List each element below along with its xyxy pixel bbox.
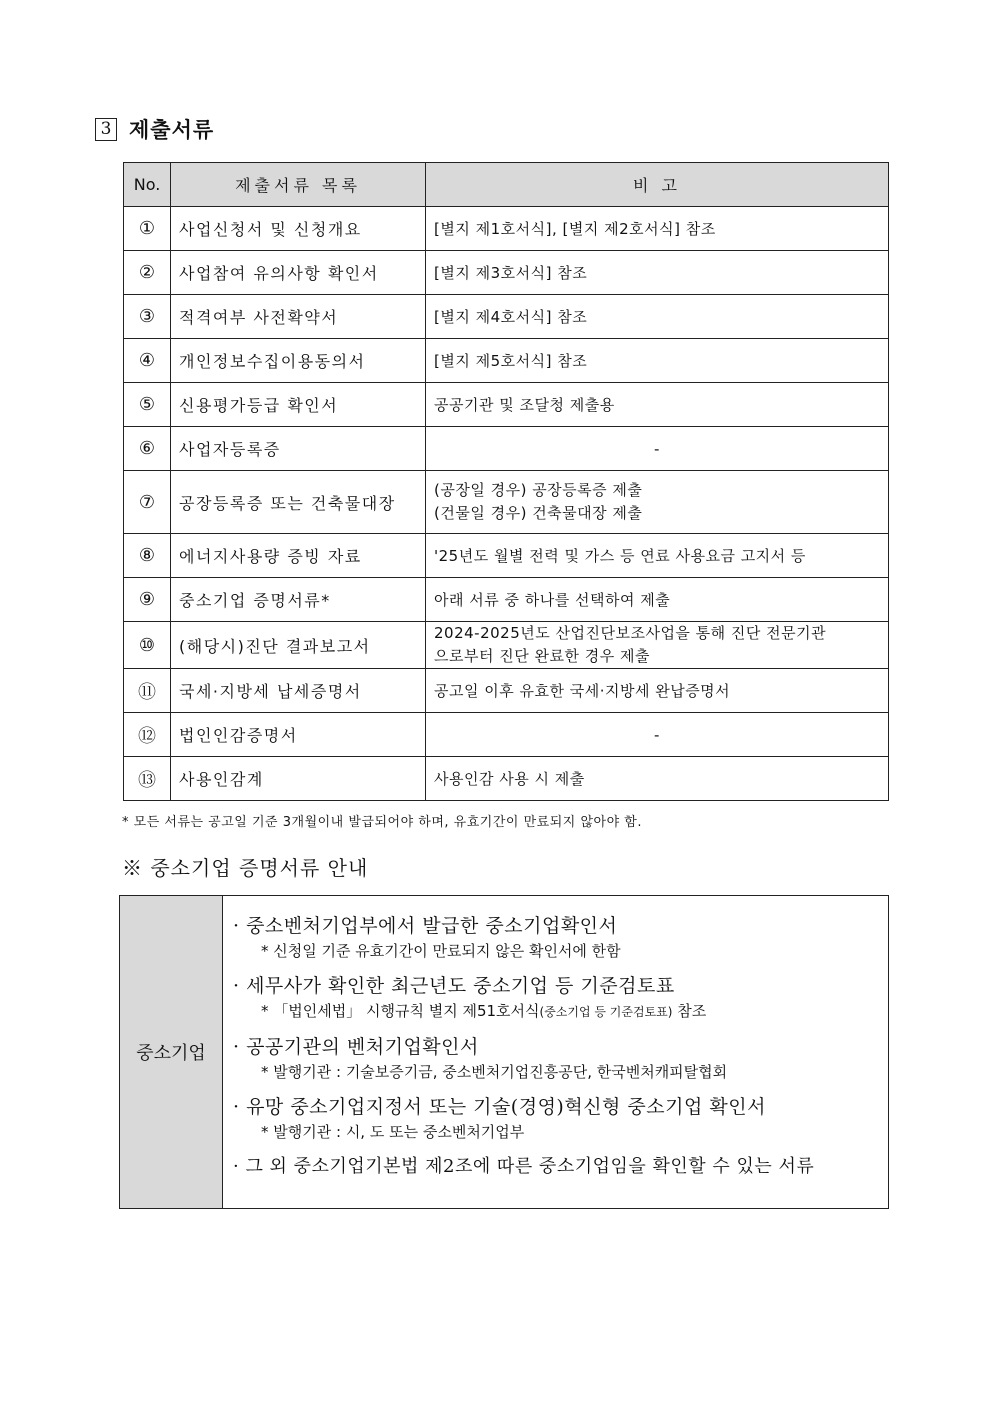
document-note: - bbox=[426, 427, 889, 471]
table-header-row bbox=[124, 163, 889, 207]
row-number: ② bbox=[124, 251, 171, 295]
document-note: [별지 제5호서식] 참조 bbox=[426, 339, 889, 383]
row-number: ⑫ bbox=[124, 713, 171, 757]
proof-item: · 유망 중소기업지정서 또는 기술(경영)혁신형 중소기업 확인서 bbox=[233, 1096, 766, 1118]
proof-item: · 그 외 중소기업기본법 제2조에 따른 중소기업임을 확인할 수 있는 서류 bbox=[233, 1156, 815, 1177]
document-note: '25년도 월별 전력 및 가스 등 연료 사용요금 고지서 등 bbox=[426, 534, 889, 578]
document-name: 사업참여 유의사항 확인서 bbox=[171, 251, 426, 295]
proof-item: · 세무사가 확인한 최근년도 중소기업 등 기준검토표 bbox=[233, 975, 675, 997]
table-row bbox=[124, 534, 889, 578]
document-note: - bbox=[426, 713, 889, 757]
table-row bbox=[124, 757, 889, 801]
document-name: 신용평가등급 확인서 bbox=[171, 383, 426, 427]
table-row bbox=[124, 207, 889, 251]
document-note bbox=[426, 622, 889, 669]
document-name: (해당시)진단 결과보고서 bbox=[171, 622, 426, 669]
row-number: ⑧ bbox=[124, 534, 171, 578]
table-row bbox=[124, 427, 889, 471]
subnote-tail: 참조 bbox=[672, 1002, 707, 1020]
section-heading bbox=[95, 114, 214, 144]
note-line: 으로부터 진단 완료한 경우 제출 bbox=[434, 647, 650, 665]
document-note: 사용인감 사용 시 제출 bbox=[426, 757, 889, 801]
table-row bbox=[124, 622, 889, 669]
document-name: 사업신청서 및 신청개요 bbox=[171, 207, 426, 251]
header-no: No. bbox=[124, 163, 171, 207]
note-line: 2024-2025년도 산업진단보조사업을 통해 진단 전문기관 bbox=[434, 624, 827, 642]
table-row bbox=[124, 251, 889, 295]
table-row bbox=[124, 339, 889, 383]
notice-title: ※ 중소기업 증명서류 안내 bbox=[122, 856, 369, 880]
subnote-text: * 「법인세법」 시행규칙 별지 제51호서식 bbox=[261, 1002, 540, 1020]
document-name: 사업자등록증 bbox=[171, 427, 426, 471]
table-row bbox=[124, 295, 889, 339]
table-row bbox=[124, 578, 889, 622]
document-name: 에너지사용량 증빙 자료 bbox=[171, 534, 426, 578]
proof-subnote: * 신청일 기준 유효기간이 만료되지 않은 확인서에 한함 bbox=[261, 942, 621, 960]
row-number: ⑤ bbox=[124, 383, 171, 427]
table-row bbox=[124, 471, 889, 534]
document-name: 적격여부 사전확약서 bbox=[171, 295, 426, 339]
sme-label: 중소기업 bbox=[120, 896, 223, 1208]
note-line: (건물일 경우) 건축물대장 제출 bbox=[434, 504, 643, 522]
row-number: ③ bbox=[124, 295, 171, 339]
proof-subnote bbox=[233, 1000, 888, 1023]
document-note: [별지 제1호서식], [별지 제2호서식] 참조 bbox=[426, 207, 889, 251]
footnote: * 모든 서류는 공고일 기준 3개월이내 발급되어야 하며, 유효기간이 만료되지 않아야 함. bbox=[122, 815, 642, 830]
section-number: 3 bbox=[95, 118, 117, 141]
proof-subnote: * 발행기관 : 시, 도 또는 중소벤처기업부 bbox=[261, 1123, 525, 1141]
document-name: 사용인감계 bbox=[171, 757, 426, 801]
document-note: [별지 제3호서식] 참조 bbox=[426, 251, 889, 295]
document-name: 공장등록증 또는 건축물대장 bbox=[171, 471, 426, 534]
document-note: 공공기관 및 조달청 제출용 bbox=[426, 383, 889, 427]
table-row bbox=[124, 713, 889, 757]
proof-subnote: * 발행기관 : 기술보증기금, 중소벤처기업진흥공단, 한국벤처캐피탈협회 bbox=[261, 1063, 728, 1081]
document-name: 법인인감증명서 bbox=[171, 713, 426, 757]
subnote-small-text: (중소기업 등 기준검토표) bbox=[539, 1005, 673, 1019]
row-number: ⑨ bbox=[124, 578, 171, 622]
document-name: 개인정보수집이용동의서 bbox=[171, 339, 426, 383]
documents-table bbox=[123, 162, 889, 801]
header-doc-list: 제출서류 목록 bbox=[171, 163, 426, 207]
sme-proof-list bbox=[223, 896, 888, 1208]
row-number: ④ bbox=[124, 339, 171, 383]
row-number: ⑬ bbox=[124, 757, 171, 801]
row-number: ⑥ bbox=[124, 427, 171, 471]
document-note: 공고일 이후 유효한 국세·지방세 완납증명서 bbox=[426, 669, 889, 713]
row-number: ⑦ bbox=[124, 471, 171, 534]
row-number: ⑪ bbox=[124, 669, 171, 713]
note-line: (공장일 경우) 공장등록증 제출 bbox=[434, 481, 643, 499]
table-row bbox=[124, 669, 889, 713]
document-name: 국세·지방세 납세증명서 bbox=[171, 669, 426, 713]
document-name: 중소기업 증명서류* bbox=[171, 578, 426, 622]
row-number: ⑩ bbox=[124, 622, 171, 669]
header-remarks: 비 고 bbox=[426, 163, 889, 207]
proof-item: · 공공기관의 벤처기업확인서 bbox=[233, 1036, 479, 1058]
section-title: 제출서류 bbox=[129, 118, 215, 142]
document-note bbox=[426, 471, 889, 534]
row-number: ① bbox=[124, 207, 171, 251]
sme-proof-box bbox=[119, 895, 889, 1209]
document-note: [별지 제4호서식] 참조 bbox=[426, 295, 889, 339]
table-row bbox=[124, 383, 889, 427]
document-note: 아래 서류 중 하나를 선택하여 제출 bbox=[426, 578, 889, 622]
proof-item: · 중소벤처기업부에서 발급한 중소기업확인서 bbox=[233, 915, 618, 937]
